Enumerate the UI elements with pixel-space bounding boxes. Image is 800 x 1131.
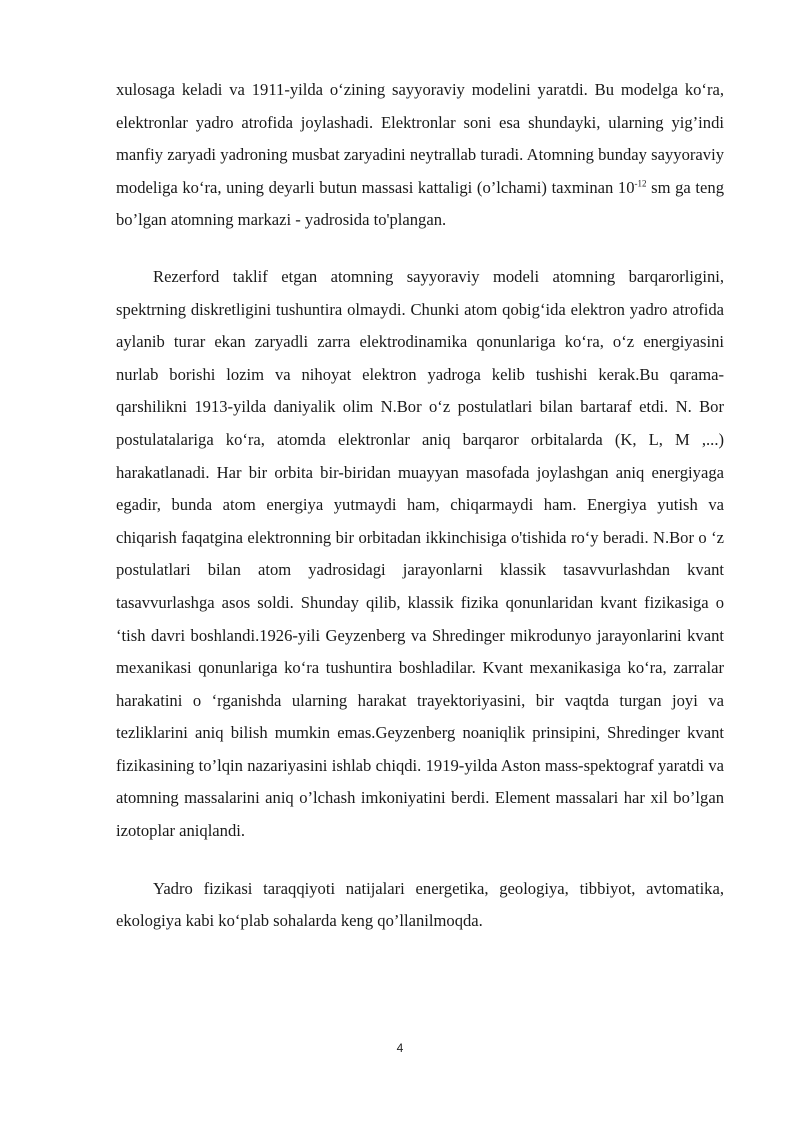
size-exponent: -12 — [634, 178, 647, 189]
paragraph-text-continued: sm ga teng bo’lgan atomning markazi - yadrosida to'plangan. — [116, 177, 724, 230]
paragraph-bohr-postulates: Rezerford taklif etgan atomning sayyoraviy modeli atomning barqarorligini, spektrning diskretligini tushuntira olmaydi. Chunki atom qobig‘ida elektron yadro atrofida aylanib turar ekan zaryadli zarra elektrodinamika qonunlariga ko‘ra, o‘z energiyasini nurlab borishi lozim va nihoyat elektron yadroga kelib tushishi kerak.Bu qarama-qarshilikni 1913-yilda daniyalik olim N.Bor o‘z postulatlari bilan bartaraf etdi. N. Bor postulatalariga ko‘ra, atomda elektronlar aniq barqaror orbitalarda (K, L, M ,...) harakatlanadi. Har bir orbita bir-biridan muayyan masofada joylashgan aniq energiyaga egadir, bunda atom energiya yutmaydi ham, chiqarmaydi ham. Energiya yutish va chiqarish faqatgina elektronning bir orbitadan ikkinchisiga o'tishida ro‘y beradi. N.Bor o ‘z postulatlari bilan atom yadrosidagi jarayonlarni klassik tasavvurlashdan kvant tasavvurlashga asos soldi. Shunday qilib, klassik fizika qonunlaridan kvant fizikasiga o ‘tish davri boshlandi.1926-yili Geyzenberg va Shredinger mikrodunyo jarayonlarini kvant mexanikasi qonunlariga ko‘ra tushuntira boshladilar. Kvant mexanikasiga ko‘ra, zarralar harakatini o ‘rganishda ularning harakat trayektoriyasini, bir vaqtda turgan joyi va tezliklarini aniq bilish mumkin emas.Geyzenberg noaniqlik prinsipini, Shredinger kvant fizikasining to’lqin nazariyasini ishlab chiqdi. 1919-yilda Aston mass-spektograf yaratdi va atomning massalarini aniq o’lchash imkoniyatini berdi. Element massalari har xil bo’lgan izotoplar aniqlandi. — [116, 266, 724, 841]
paragraph-text: xulosaga keladi va 1911-yilda o‘zining sayyoraviy modelini yaratdi. Bu modelga ko‘ra, elektronlar yadro atrofida joylashadi. Elektronlar soni esa shundayki, ularning yig’indi manfiy zaryadi yadroning musbat zaryadini neytrallab turadi. Atomning bunday sayyoraviy modeliga ko‘ra, uning deyarli butun massasi kattaligi (o’lchami) taxminan 10 — [116, 80, 724, 197]
paragraph-nuclear-physics-applications: Yadro fizikasi taraqqiyoti natijalari energetika, geologiya, tibbiyot, avtomatika, ekologiya kabi ko‘plab sohalarda keng qo’llanilmoqda. — [116, 878, 724, 931]
paragraph-atom-planetary-model — [116, 74, 724, 237]
page-number: 4 — [396, 1041, 404, 1055]
document-page — [116, 74, 724, 938]
